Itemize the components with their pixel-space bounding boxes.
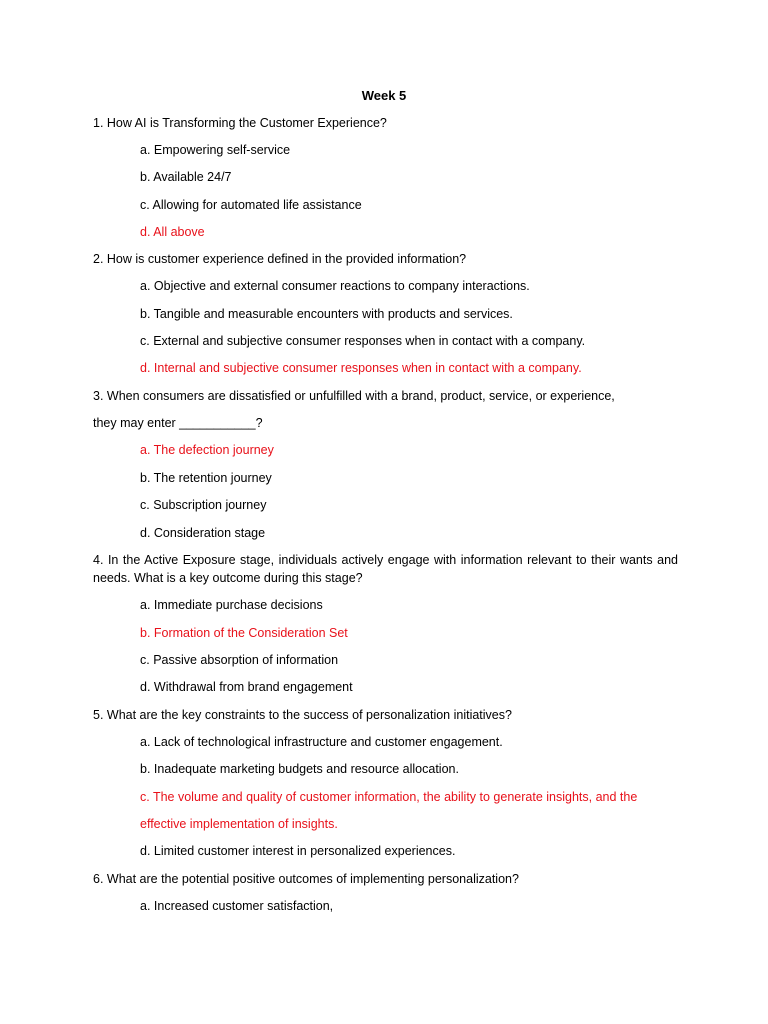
q4-option-b-correct: b. Formation of the Consideration Set: [140, 626, 348, 640]
q1-option-c: c. Allowing for automated life assistance: [140, 198, 362, 212]
question-4: 4. In the Active Exposure stage, individuals actively engage with information relevant to their wants and needs. What is a key outcome during this stage?: [93, 553, 678, 585]
page-title: Week 5: [361, 88, 407, 103]
question-3-line-2: they may enter ___________?: [93, 416, 263, 430]
q3-option-c: c. Subscription journey: [140, 498, 267, 512]
question-5: 5. What are the key constraints to the success of personalization initiatives?: [93, 708, 512, 722]
q2-option-c: c. External and subjective consumer responses when in contact with a company.: [140, 334, 586, 348]
q5-option-c-correct-line-1: c. The volume and quality of customer information, the ability to generate insights, and the: [140, 790, 638, 804]
question-1: 1. How AI is Transforming the Customer Experience?: [93, 116, 387, 130]
q4-option-c: c. Passive absorption of information: [140, 653, 339, 667]
q5-option-b: b. Inadequate marketing budgets and resource allocation.: [140, 762, 459, 776]
q2-option-b: b. Tangible and measurable encounters with products and services.: [140, 307, 513, 321]
q2-option-d-correct: d. Internal and subjective consumer responses when in contact with a company.: [140, 361, 582, 375]
q5-option-d: d. Limited customer interest in personalized experiences.: [140, 844, 456, 858]
q4-option-a: a. Immediate purchase decisions: [140, 598, 323, 612]
q1-option-b: b. Available 24/7: [140, 170, 232, 184]
q6-option-a: a. Increased customer satisfaction,: [140, 899, 334, 913]
q3-option-a-correct: a. The defection journey: [140, 443, 274, 457]
question-6: 6. What are the potential positive outcomes of implementing personalization?: [93, 872, 519, 886]
q1-option-a: a. Empowering self-service: [140, 143, 291, 157]
q1-option-d-correct: d. All above: [140, 225, 205, 239]
q3-option-b: b. The retention journey: [140, 471, 272, 485]
question-2: 2. How is customer experience defined in the provided information?: [93, 252, 467, 266]
q5-option-a: a. Lack of technological infrastructure and customer engagement.: [140, 735, 503, 749]
question-3-line-1: 3. When consumers are dissatisfied or unfulfilled with a brand, product, service, or experience,: [93, 389, 615, 403]
q2-option-a: a. Objective and external consumer reactions to company interactions.: [140, 279, 530, 293]
q3-option-d: d. Consideration stage: [140, 526, 266, 540]
q5-option-c-correct-line-2: effective implementation of insights.: [140, 817, 338, 831]
q4-option-d: d. Withdrawal from brand engagement: [140, 680, 353, 694]
